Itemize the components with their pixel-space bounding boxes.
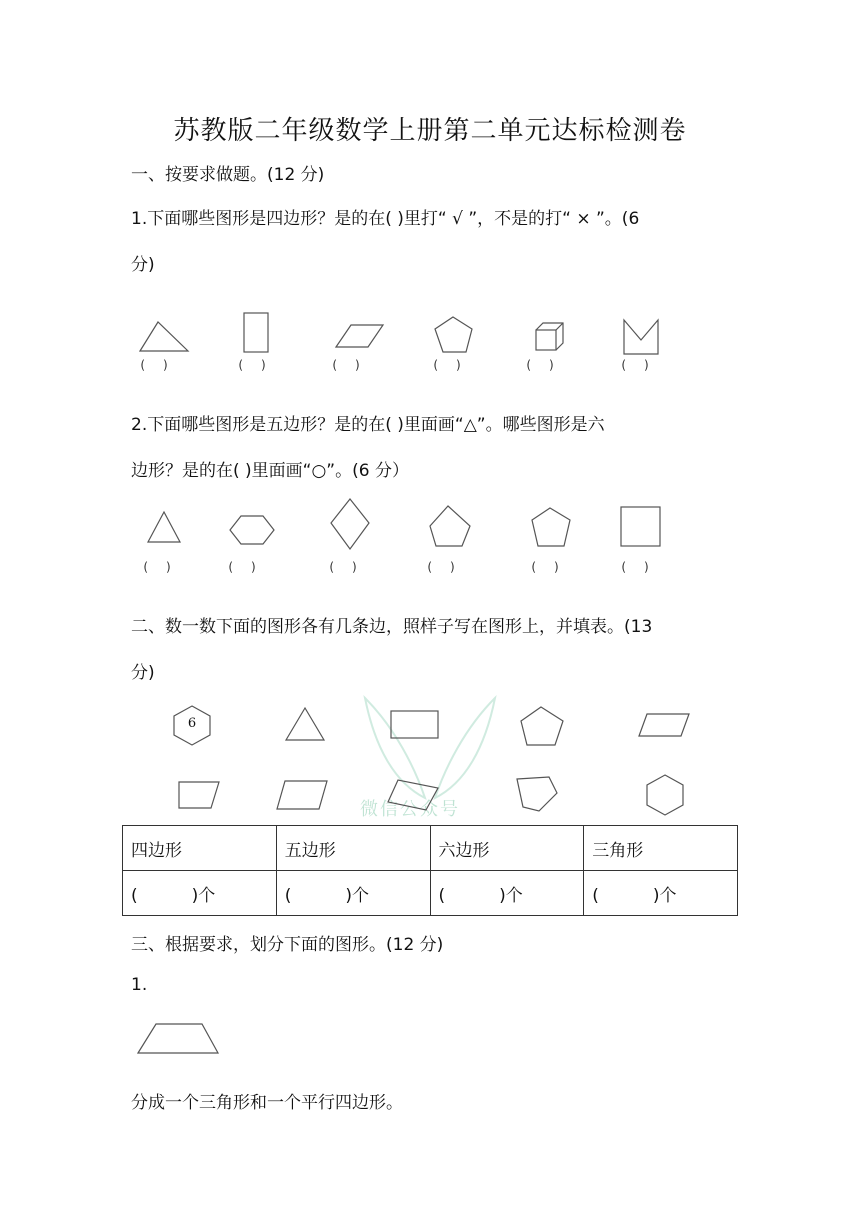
cube-icon	[535, 322, 565, 352]
q2-text-line1: 2.下面哪些图形是五边形？是的在( )里面画“△”。哪些图形是六	[131, 415, 605, 435]
page-title: 苏教版二年级数学上册第二单元达标检测卷	[173, 116, 687, 146]
section1-heading: 一、按要求做题。(12 分)	[131, 165, 325, 185]
example-side-count: 6	[187, 716, 197, 731]
answer-paren[interactable]: ()	[621, 560, 667, 574]
table-header-row	[123, 826, 738, 871]
triangle-icon	[284, 706, 326, 742]
hexagon-icon	[229, 514, 275, 546]
answer-paren[interactable]: ()	[238, 358, 284, 372]
tilted-parallelogram-icon	[386, 778, 440, 812]
section3-heading: 三、根据要求，划分下面的图形。(12 分)	[131, 935, 444, 955]
square-icon	[620, 506, 662, 548]
trapezoid-icon	[177, 780, 221, 810]
answer-paren[interactable]: ()	[531, 560, 577, 574]
q1-text-line1: 1.下面哪些图形是四边形？是的在( )里打“ √ ”，不是的打“ × ”。(6	[131, 209, 640, 229]
section3-q1-text: 分成一个三角形和一个平行四边形。	[131, 1093, 403, 1113]
triangle-icon	[146, 510, 182, 544]
section3-q1-label: 1.	[131, 975, 148, 995]
pentagon-icon	[519, 705, 565, 747]
trapezoid-icon	[136, 1022, 220, 1056]
table-header-cell: 五边形	[276, 826, 430, 871]
answer-paren[interactable]: ()	[143, 560, 189, 574]
answer-paren[interactable]: ()	[433, 358, 479, 372]
parallelogram-icon	[637, 712, 691, 738]
table-header-cell: 三角形	[584, 826, 738, 871]
table-header-cell: 六边形	[430, 826, 584, 871]
rectangle-icon	[390, 710, 440, 740]
pentagon-icon	[530, 506, 572, 548]
answer-paren[interactable]: ()	[332, 358, 378, 372]
parallelogram-icon	[335, 323, 385, 349]
watermark-text: 微信公众号	[360, 799, 460, 820]
count-table	[122, 825, 738, 916]
section2-heading-line2: 分)	[131, 663, 155, 683]
pentagon-icon	[515, 775, 559, 813]
answer-paren[interactable]: ()	[329, 560, 375, 574]
table-answer-cell[interactable]: ( )个	[123, 871, 277, 916]
q2-text-line2: 边形？是的在( )里面画“○”。(6 分）	[131, 461, 409, 481]
m-shape-icon	[622, 318, 660, 356]
answer-paren[interactable]: ()	[526, 358, 572, 372]
section2-heading-line1: 二、数一数下面的图形各有几条边，照样子写在图形上，并填表。(13	[131, 617, 653, 637]
triangle-icon	[138, 320, 190, 354]
table-answer-cell[interactable]: ( )个	[430, 871, 584, 916]
pentagon-icon	[433, 315, 475, 355]
parallelogram-icon	[275, 779, 329, 811]
table-answer-cell[interactable]: ( )个	[276, 871, 430, 916]
rectangle-icon	[243, 312, 269, 354]
answer-paren[interactable]: ()	[621, 358, 667, 372]
table-answer-cell[interactable]: ( )个	[584, 871, 738, 916]
answer-paren[interactable]: ()	[140, 358, 186, 372]
answer-paren[interactable]: ()	[228, 560, 274, 574]
pentagon-icon	[428, 504, 472, 548]
rhombus-icon	[329, 497, 371, 551]
answer-paren[interactable]: ()	[427, 560, 473, 574]
hexagon-icon	[644, 773, 686, 817]
q1-text-line2: 分)	[131, 255, 155, 275]
table-header-cell: 四边形	[123, 826, 277, 871]
table-answer-row	[123, 871, 738, 916]
